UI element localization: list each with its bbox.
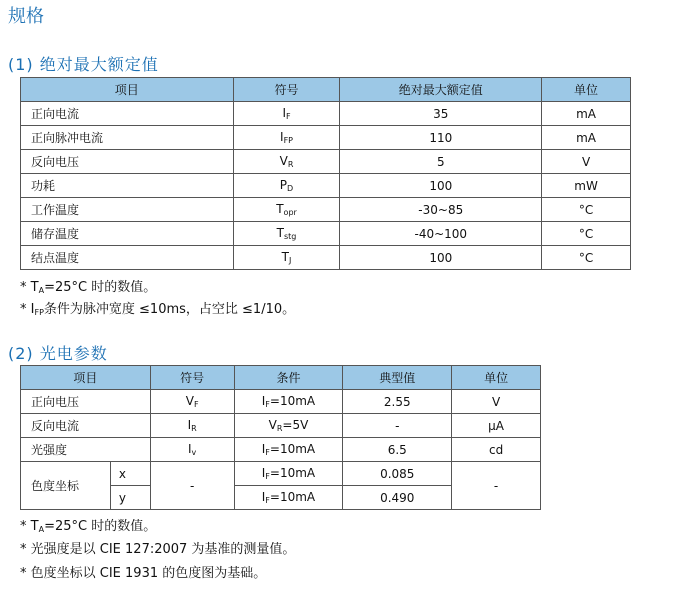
- chroma-item: 色度坐标: [21, 462, 111, 510]
- row-value: 6.5: [343, 438, 452, 462]
- row-unit: cd: [452, 438, 541, 462]
- row-symbol: $T_J$: [233, 246, 340, 270]
- table-row: [21, 462, 541, 486]
- row-item: 功耗: [21, 174, 234, 198]
- row-unit: V: [452, 390, 541, 414]
- row-symbol: $T_{stg}$: [233, 222, 340, 246]
- row-unit: °C: [542, 222, 631, 246]
- chroma-x-value: 0.085: [343, 462, 452, 486]
- row-condition: $I_F=10mA$: [234, 438, 343, 462]
- chroma-y-condition: $I_F=10mA$: [234, 486, 343, 510]
- table-header-row: [21, 366, 541, 390]
- header-condition: 条件: [234, 366, 343, 390]
- section2-title: (2) 光电参数: [8, 344, 108, 363]
- chroma-x-condition: $I_F=10mA$: [234, 462, 343, 486]
- row-item: 光强度: [21, 438, 151, 462]
- row-value: -40~100: [340, 222, 542, 246]
- section1-title: (1) 绝对最大额定值: [8, 55, 159, 74]
- row-item: 正向脉冲电流: [21, 126, 234, 150]
- row-symbol: $I_{FP}$: [233, 126, 340, 150]
- section2-note: * $T_A=25^\circ C$ 时的数值。: [20, 519, 157, 534]
- table-row: [21, 246, 631, 270]
- row-value: 100: [340, 246, 542, 270]
- row-item: 正向电压: [21, 390, 151, 414]
- header-item: 项目: [21, 78, 234, 102]
- chroma-symbol: -: [150, 462, 234, 510]
- row-unit: mA: [542, 102, 631, 126]
- row-item: 正向电流: [21, 102, 234, 126]
- row-unit: °C: [542, 198, 631, 222]
- chroma-x-label: x: [110, 462, 150, 486]
- row-unit: °C: [542, 246, 631, 270]
- header-max-rating: 绝对最大额定值: [340, 78, 542, 102]
- row-value: 5: [340, 150, 542, 174]
- section2-note: * 色度坐标以 CIE 1931 的色度图为基础。: [20, 566, 267, 581]
- header-symbol: 符号: [233, 78, 340, 102]
- chroma-y-label: y: [110, 486, 150, 510]
- table-row: [21, 150, 631, 174]
- row-item: 反向电压: [21, 150, 234, 174]
- header-typical: 典型值: [343, 366, 452, 390]
- section1-note: * $I_{FP}$条件为脉冲宽度 ≤10ms，占空比 ≤1/10。: [20, 302, 296, 317]
- absolute-max-ratings-table: [20, 77, 631, 270]
- chroma-y-value: 0.490: [343, 486, 452, 510]
- table-row: [21, 174, 631, 198]
- row-value: 2.55: [343, 390, 452, 414]
- table-row: [21, 414, 541, 438]
- optical-electrical-table: [20, 365, 541, 510]
- row-value: 35: [340, 102, 542, 126]
- row-unit: μA: [452, 414, 541, 438]
- row-item: 储存温度: [21, 222, 234, 246]
- header-unit: 单位: [542, 78, 631, 102]
- section2-note: * 光强度是以 CIE 127:2007 为基准的测量值。: [20, 542, 296, 557]
- table-row: [21, 390, 541, 414]
- row-unit: mA: [542, 126, 631, 150]
- chroma-unit: -: [452, 462, 541, 510]
- row-symbol: $T_{opr}$: [233, 198, 340, 222]
- table-header-row: [21, 78, 631, 102]
- row-value: 110: [340, 126, 542, 150]
- table-row: [21, 198, 631, 222]
- row-condition: $I_F=10mA$: [234, 390, 343, 414]
- table-row: [21, 102, 631, 126]
- row-value: 100: [340, 174, 542, 198]
- row-item: 反向电流: [21, 414, 151, 438]
- table-row: [21, 438, 541, 462]
- row-value: -: [343, 414, 452, 438]
- row-item: 工作温度: [21, 198, 234, 222]
- header-item: 项目: [21, 366, 151, 390]
- row-symbol: $P_D$: [233, 174, 340, 198]
- row-unit: V: [542, 150, 631, 174]
- page-title: 规格: [8, 6, 44, 27]
- table-row: [21, 222, 631, 246]
- table-row: [21, 126, 631, 150]
- section1-note: * $T_A=25^\circ C$ 时的数值。: [20, 280, 157, 295]
- row-condition: $V_R=5V$: [234, 414, 343, 438]
- header-symbol: 符号: [150, 366, 234, 390]
- row-symbol: $I_v$: [150, 438, 234, 462]
- row-value: -30~85: [340, 198, 542, 222]
- row-symbol: $I_R$: [150, 414, 234, 438]
- row-symbol: $I_F$: [233, 102, 340, 126]
- row-symbol: $V_F$: [150, 390, 234, 414]
- header-unit: 单位: [452, 366, 541, 390]
- row-symbol: $V_R$: [233, 150, 340, 174]
- row-unit: mW: [542, 174, 631, 198]
- row-item: 结点温度: [21, 246, 234, 270]
